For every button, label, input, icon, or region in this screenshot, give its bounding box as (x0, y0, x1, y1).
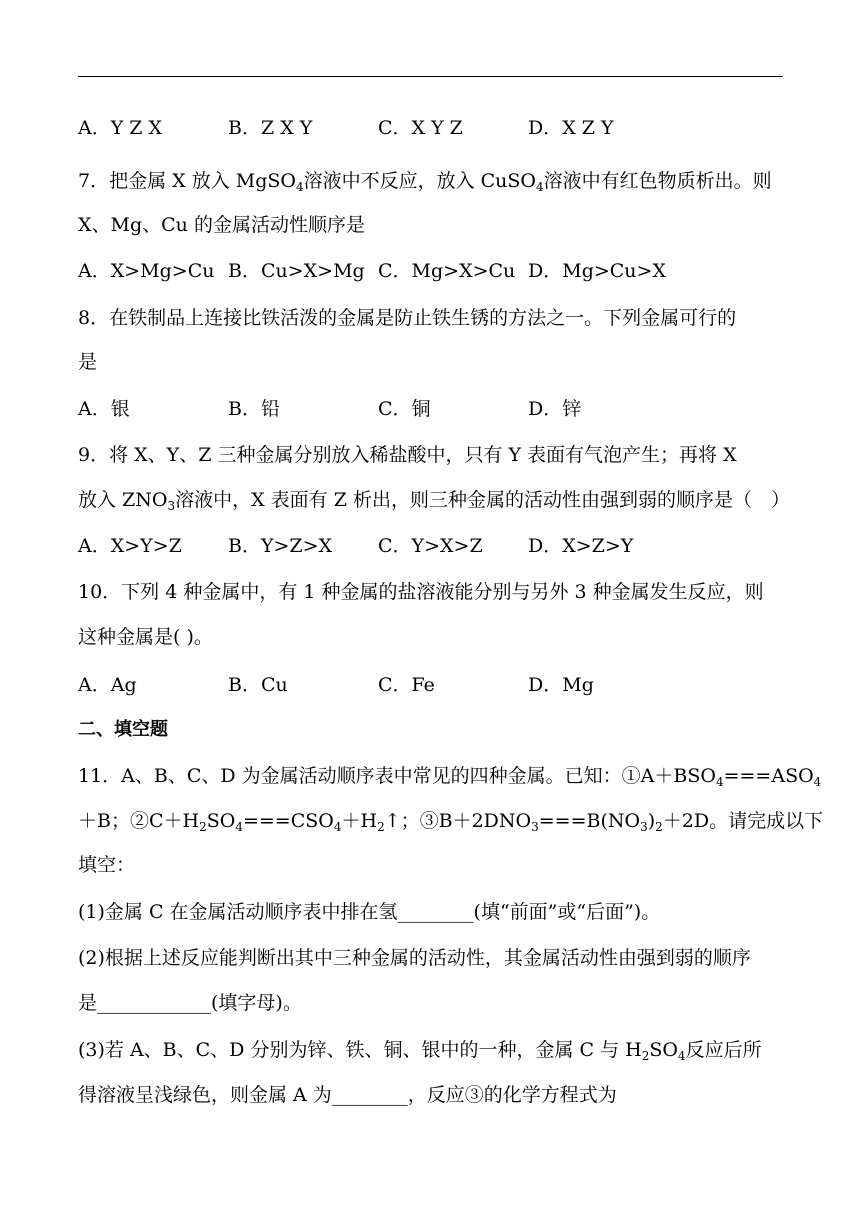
q11-stem-line2: ＋B；$②C+H_2SO_4===CSO_4+H_2↑$；$③B+2DNO_3===B(NO_3)_2+2D$。请完成以下 (78, 810, 824, 834)
option-a[interactable]: A．Ag (78, 674, 137, 696)
option-a[interactable]: A．X>Mg>Cu (78, 260, 215, 282)
option-b[interactable]: B．铅 (228, 398, 280, 420)
q11-part1: (1)金属 C 在金属活动顺序表中排在氢________(填“前面”或“后面”)。 (78, 901, 661, 923)
option-d[interactable]: D．X Z Y (528, 117, 614, 139)
option-a[interactable]: A．银 (78, 398, 130, 420)
option-c[interactable]: C．Fe (378, 674, 435, 696)
option-c[interactable]: C．X Y Z (378, 117, 463, 139)
option-c[interactable]: C．Mg>X>Cu (378, 260, 516, 282)
q11-part2-line1: (2)根据上述反应能判断出其中三种金属的活动性，其金属活动性由强到弱的顺序 (78, 947, 751, 969)
q10-stem-line1: 10．下列 4 种金属中，有 1 种金属的盐溶液能分别与另外 3 种金属发生反应，则 (78, 581, 764, 603)
section-heading: 二、填空题 (78, 719, 168, 740)
q11-stem-line1: 11．A、B、C、D 为金属活动顺序表中常见的四种金属。已知：$①A+BSO_4===ASO_4$ (78, 765, 822, 789)
option-b[interactable]: B．Z X Y (228, 117, 313, 139)
option-d[interactable]: D．锌 (528, 398, 582, 420)
q11-part3-line1: (3)若 A、B、C、D 分别为锌、铁、铜、银中的一种，金属 C 与 $H_2SO_4$反应后所 (78, 1039, 762, 1063)
q7-stem-line2: X、Mg、Cu 的金属活动性顺序是 (78, 214, 365, 236)
option-d[interactable]: D．Mg>Cu>X (528, 260, 666, 282)
option-b[interactable]: B．Cu>X>Mg (228, 260, 365, 282)
option-c[interactable]: C．Y>X>Z (378, 535, 483, 557)
option-b[interactable]: B．Cu (228, 674, 288, 696)
q7-stem-line1: 7．把金属 X 放入 MgSO$_4$溶液中不反应，放入 CuSO$_4$溶液中有红色物质析出。则 (78, 170, 772, 194)
option-d[interactable]: D．X>Z>Y (528, 535, 634, 557)
q10-stem-line2: 这种金属是( )。 (78, 626, 213, 648)
header-rule (78, 76, 783, 77)
q11-part3-line2: 得溶液呈浅绿色，则金属 A 为________，反应③的化学方程式为 (78, 1084, 617, 1106)
q9-stem-line1: 9．将 X、Y、Z 三种金属分别放入稀盐酸中，只有 Y 表面有气泡产生；再将 X (78, 444, 737, 466)
option-a[interactable]: A．X>Y>Z (78, 535, 182, 557)
q11-stem-line3: 填空： (78, 854, 136, 876)
option-a[interactable]: A．Y Z X (78, 117, 163, 139)
option-d[interactable]: D．Mg (528, 674, 594, 696)
q11-part2-line2: 是____________(填字母)。 (78, 992, 302, 1014)
q8-stem-line2: 是 (78, 351, 98, 373)
q9-stem-line2: 放入 $ZNO_3$溶液中，X 表面有 Z 析出，则三种金属的活动性由强到弱的顺序是（ ） (78, 489, 790, 513)
q8-stem-line1: 8．在铁制品上连接比铁活泼的金属是防止铁生锈的方法之一。下列金属可行的 (78, 307, 737, 329)
option-c[interactable]: C．铜 (378, 398, 431, 420)
option-b[interactable]: B．Y>Z>X (228, 535, 333, 557)
